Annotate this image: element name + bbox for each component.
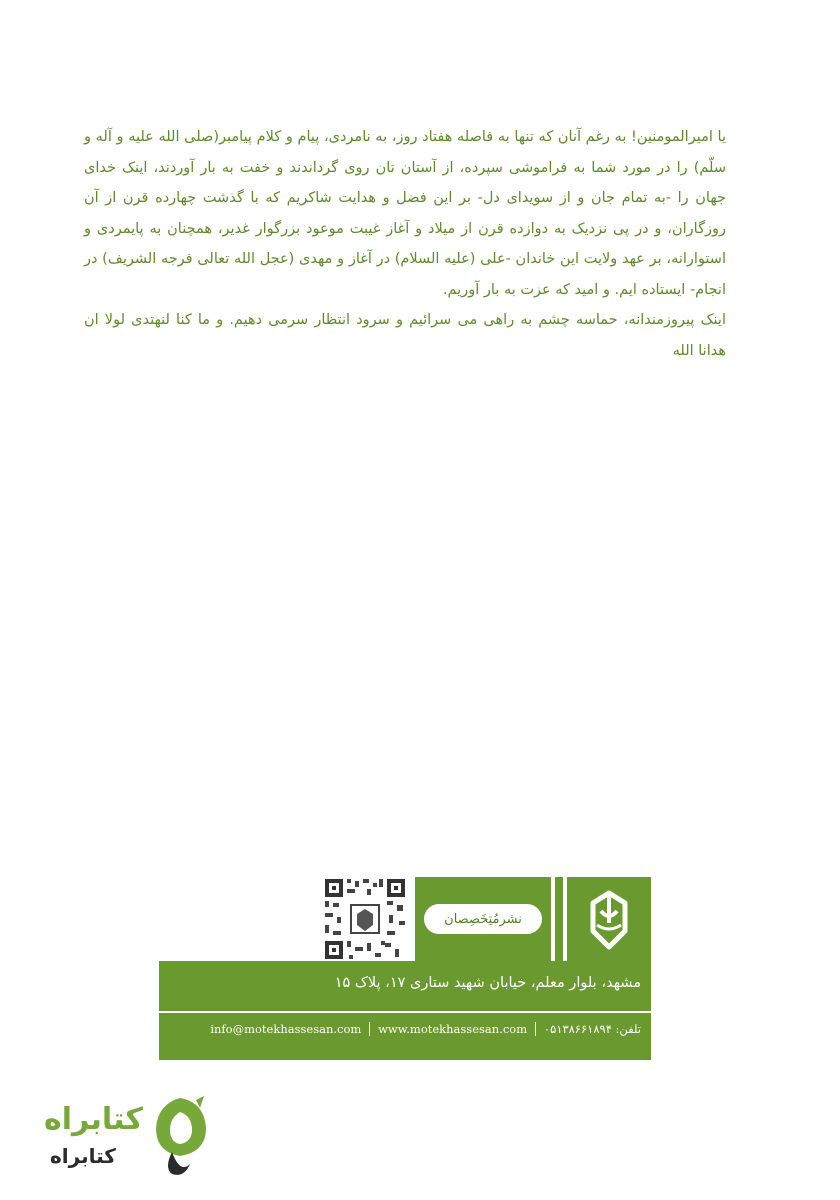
contact-separator bbox=[535, 1022, 537, 1036]
ketabrah-logo-icon bbox=[150, 1094, 210, 1178]
body-paragraph-2: اینک پیروزمندانه، حماسه چشم به راهی می سرائیم و سرود انتظار سرمی دهیم. و ما کنا لنهتدی لولا ان هدانا الله bbox=[84, 312, 726, 359]
phone-label: تلفن: bbox=[615, 1022, 641, 1036]
watermark-text-secondary: کتابراه bbox=[50, 1144, 116, 1168]
ketabrah-watermark bbox=[38, 1092, 210, 1182]
publisher-address: مشهد، بلوار معلم، خیابان شهید ستاری ۱۷، پلاک ۱۵ bbox=[334, 975, 641, 991]
address-divider bbox=[159, 1011, 651, 1013]
body-paragraph-1: یا امیرالمومنین! به رغم آنان که تنها به فاصله هفتاد روز، به نامردی، پیام و کلام پیامبر(صلی الله علیه و آله و سلّم) را در مورد شما به فراموشی سپرده، از آستان تان روی گرداندند و خفت به بار آوردند، اینک خدای جهان را -به تمام جان و از سویدای دل- بر این فضل و هدایت شاکریم که با گذشت چهارده قرن از آن روزگاران، و در پی نزدیک به دوازده قرن از میلاد و آغاز غیبت موعود بزرگوار غدیر، همچنان به پایمردی و استوارانه، بر عهد ولایت این خاندان -علی (علیه السلام) در آغاز و مهدی (عجل الله تعالی فرجه الشریف) در انجام- ایستاده ایم. و امید که عزت به بار آوریم. bbox=[84, 129, 726, 298]
contact-separator bbox=[369, 1022, 371, 1036]
publisher-name-box bbox=[415, 877, 551, 961]
book-tulip-icon bbox=[567, 877, 651, 961]
qr-code bbox=[323, 877, 407, 961]
publisher-name: نشرمُتِخَصِصان bbox=[424, 904, 542, 934]
website-link[interactable]: www.motekhassesan.com bbox=[378, 1022, 528, 1036]
publisher-logo bbox=[567, 877, 651, 961]
email-link[interactable]: info@motekhassesan.com bbox=[210, 1022, 362, 1036]
phone-number: ۰۵۱۳۸۶۶۱۸۹۴ bbox=[543, 1022, 612, 1036]
publisher-block bbox=[159, 877, 651, 1060]
logo-divider bbox=[555, 877, 563, 961]
watermark-text-primary: کتابراه bbox=[44, 1102, 143, 1137]
address-bar bbox=[159, 961, 651, 1060]
contact-line bbox=[165, 1021, 641, 1036]
qr-code-icon bbox=[323, 877, 407, 961]
body-text bbox=[84, 122, 726, 366]
